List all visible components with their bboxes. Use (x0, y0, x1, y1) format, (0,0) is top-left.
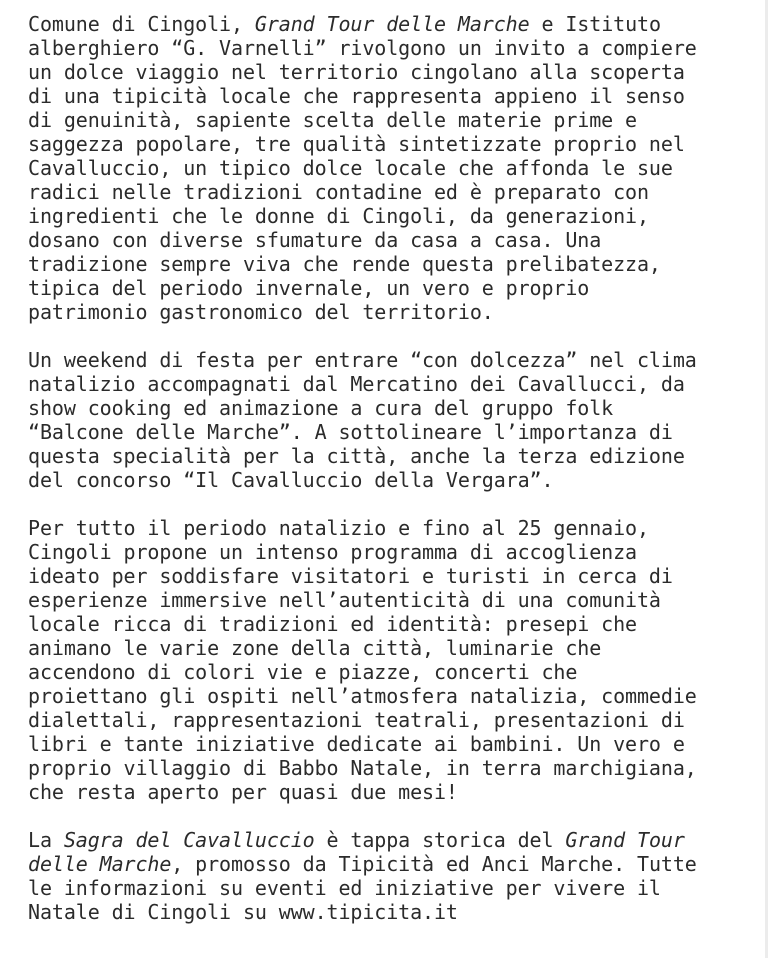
grand-tour-title: Grand Tour delle Marche (254, 12, 530, 36)
sagra-text-middle: è tappa storica del (314, 828, 566, 852)
intro-text-rest: e Istituto alberghiero “G. Varnelli” rivolgono un invito a compiere un dolce viaggio nel territorio cingolano alla scoperta di una tipicità locale che rappresenta appieno il senso di genuinità, sapiente scelta delle materie prime e saggezza popolare, tre qualità sintetizzate proprio nel Cavalluccio, un tipico dolce locale che affonda le sue radici nelle tradizioni contadine ed è preparato con ingredienti che le donne di Cingoli, da generazioni, dosano con diverse sfumature da casa a casa. Una tradizione sempre viva che rende questa prelibatezza, tipica del periodo invernale, un vero e proprio patrimonio gastronomico del territorio. (28, 12, 697, 324)
paragraph-weekend: Un weekend di festa per entrare “con dolcezza” nel clima natalizio accompagnati dal Mercatino dei Cavallucci, da show cooking ed animazione a cura del gruppo folk “Balcone delle Marche”. A sottolineare l’importanza di questa specialità per la città, anche la terza edizione del concorso “Il Cavalluccio della Vergara”. (28, 348, 697, 492)
sagra-text-start: La (28, 828, 64, 852)
sagra-text-end: , promosso da Tipicità ed Anci Marche. Tutte le informazioni su eventi ed iniziative per vivere il Natale di Cingoli su www.tipicita.it (28, 852, 697, 924)
paragraph-sagra (28, 828, 758, 924)
paragraph-intro (28, 12, 758, 324)
sagra-title: Sagra del Cavalluccio (63, 828, 315, 852)
article-body (28, 12, 758, 924)
paragraph-programme: Per tutto il periodo natalizio e fino al 25 gennaio, Cingoli propone un intenso programma di accoglienza ideato per soddisfare visitatori e turisti in cerca di esperienze immersive nell’autenticità di una comunità locale ricca di tradizioni ed identità: presepi che animano le varie zone della città, luminarie che accendono di colori vie e piazze, concerti che proiettano gli ospiti nell’atmosfera natalizia, commedie dialettali, rappresentazioni teatrali, presentazioni di libri e tante iniziative dedicate ai bambini. Un vero e proprio villaggio di Babbo Natale, in terra marchigiana, che resta aperto per quasi due mesi! (28, 516, 697, 804)
intro-text-start: Comune di Cingoli, (28, 12, 255, 36)
grand-tour-title-2: Grand Tour delle Marche (28, 828, 685, 876)
